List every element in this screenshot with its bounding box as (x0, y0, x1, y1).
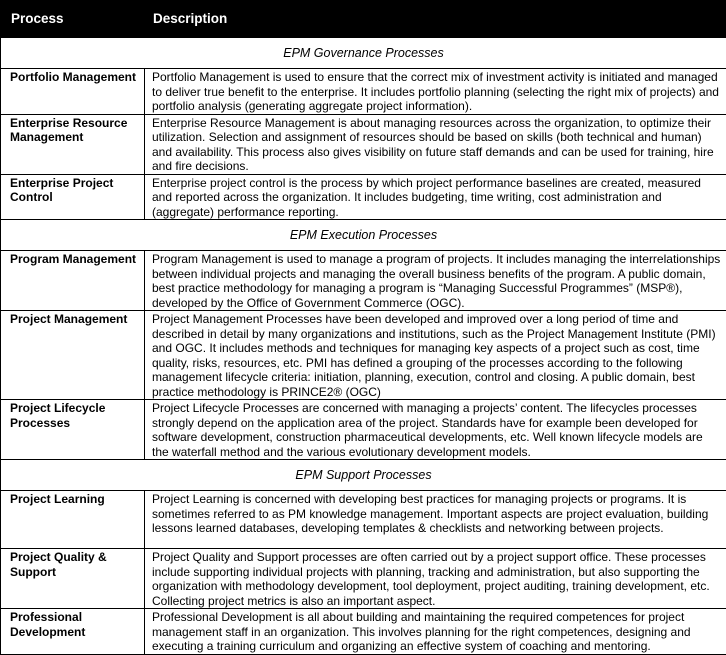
process-name: Program Management (1, 251, 145, 311)
process-description: Enterprise Resource Management is about managing resources across the organization, to optimize their utilization. Selection and assignment of resources should be based on skills (both technical and human) and availability. This process also gives visibility on future staff demands and can be used for training, hire and fire decisions. (145, 114, 726, 174)
table-row (1, 491, 726, 549)
table-row (1, 609, 726, 655)
table-header-row (1, 1, 726, 38)
process-description: Project Learning is concerned with developing best practices for managing projects or programs. It is sometimes referred to as PM knowledge management. Important aspects are project evaluation, building lessons learned databases, developing templates & checklists and networking between projects. (145, 491, 726, 549)
process-name: Project Learning (1, 491, 145, 549)
process-name: Project Management (1, 311, 145, 400)
process-name: Enterprise Project Control (1, 174, 145, 220)
table-row (1, 114, 726, 174)
process-description: Program Management is used to manage a program of projects. It includes managing the interrelationships between individual projects and managing the overall business benefits of the program. A public domain, best practice methodology for managing a program is “Managing Successful Programmes” (MSP®), developed by the Office of Government Commerce (OGC). (145, 251, 726, 311)
process-description: Project Management Processes have been developed and improved over a long period of time and described in detail by many organizations and institutions, such as the Project Management Institute (PMI) and OGC. It includes methods and techniques for managing key aspects of a project such as cost, time quality, risks, resources, etc. PMI has defined a grouping of the processes according to the following management lifecycle criteria: initiation, planning, execution, control and closing. A public domain, best practice methodology is PRINCE2® (OGC) (145, 311, 726, 400)
process-description: Project Quality and Support processes are often carried out by a project support office. These processes include supporting individual projects with planning, tracking and administration, but also supporting the organization with methodology development, tool deployment, project auditing, training development, etc. Collecting project metrics is also an important aspect. (145, 549, 726, 609)
process-name: Enterprise Resource Management (1, 114, 145, 174)
section-title: EPM Support Processes (1, 460, 726, 491)
process-name: Portfolio Management (1, 69, 145, 115)
header-description: Description (145, 1, 726, 38)
header-process: Process (1, 1, 145, 38)
table-row (1, 174, 726, 220)
section-row (1, 38, 726, 69)
process-name: Project Quality & Support (1, 549, 145, 609)
process-name: Project Lifecycle Processes (1, 400, 145, 460)
process-description: Project Lifecycle Processes are concerned with managing a projects’ content. The lifecycles processes strongly depend on the application area of the project. Standards have for example been developed for software development, construction pharmaceutical developments, etc. Well known lifecycle models are the waterfall method and the various evolutionary development models. (145, 400, 726, 460)
section-row (1, 220, 726, 251)
process-description: Enterprise project control is the process by which project performance baselines are created, measured and reported across the organization. It includes budgeting, time writing, cost administration and (aggregate) performance reporting. (145, 174, 726, 220)
process-description: Professional Development is all about building and maintaining the required competences for project management staff in an organization. This involves planning for the right competences, designing and executing a training curriculum and organizing an effective system of coaching and mentoring. (145, 609, 726, 655)
section-title: EPM Governance Processes (1, 38, 726, 69)
section-row (1, 460, 726, 491)
process-name: Professional Development (1, 609, 145, 655)
table-row (1, 69, 726, 115)
table-row (1, 311, 726, 400)
table-row (1, 549, 726, 609)
process-description: Portfolio Management is used to ensure that the correct mix of investment activity is initiated and managed to deliver true benefit to the enterprise. It includes portfolio planning (selecting the right mix of projects) and portfolio analysis (generating aggregate project information). (145, 69, 726, 115)
table-row (1, 251, 726, 311)
table-row (1, 400, 726, 460)
section-title: EPM Execution Processes (1, 220, 726, 251)
